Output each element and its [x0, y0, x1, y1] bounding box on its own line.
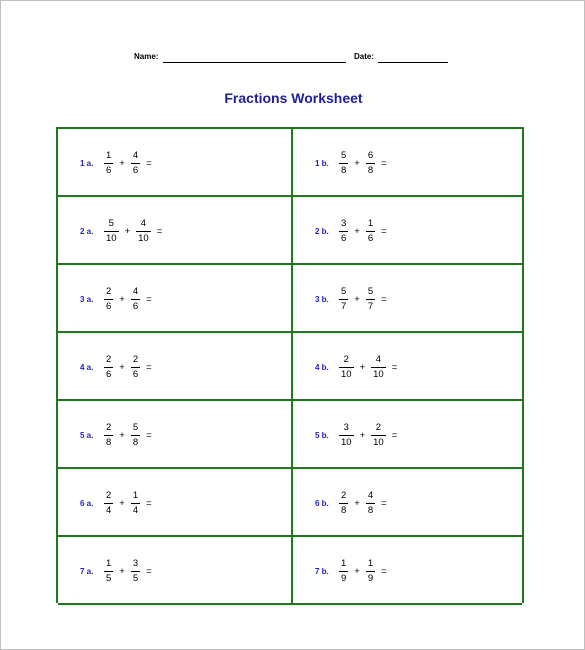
first-fraction	[104, 423, 113, 447]
equals-sign: =	[381, 565, 387, 577]
denominator: 5	[106, 572, 112, 584]
plus-operator: +	[119, 497, 125, 509]
numerator: 3	[132, 558, 139, 569]
numerator: 6	[367, 150, 374, 161]
problem-2b[interactable]	[315, 197, 393, 265]
equals-sign: =	[381, 157, 387, 169]
numerator: 2	[106, 490, 112, 501]
denominator: 6	[132, 368, 139, 380]
denominator: 10	[138, 232, 149, 244]
problem-row	[58, 265, 522, 333]
numerator: 4	[375, 354, 382, 365]
problem-label: 7 b.	[315, 566, 329, 576]
equals-sign: =	[381, 225, 387, 237]
numerator: 5	[132, 422, 139, 433]
second-fraction	[366, 559, 375, 583]
denominator: 6	[132, 164, 139, 176]
equals-sign: =	[146, 361, 152, 373]
problem-label: 1 a.	[80, 158, 94, 168]
numerator: 2	[106, 422, 112, 433]
plus-operator: +	[359, 361, 366, 373]
second-fraction	[366, 491, 375, 515]
denominator: 4	[132, 504, 139, 516]
plus-operator: +	[119, 429, 125, 441]
numerator: 3	[343, 422, 349, 433]
problem-row	[58, 197, 522, 265]
problem-6a[interactable]	[80, 469, 158, 537]
first-fraction	[104, 287, 113, 311]
denominator: 6	[106, 300, 112, 312]
denominator: 8	[367, 504, 374, 516]
denominator: 8	[341, 504, 347, 516]
denominator: 6	[367, 232, 374, 244]
problem-4a[interactable]	[80, 333, 158, 401]
numerator: 1	[132, 490, 139, 501]
second-fraction	[366, 219, 375, 243]
worksheet-title: Fractions Worksheet	[224, 90, 363, 106]
numerator: 4	[132, 286, 139, 297]
problem-7a[interactable]	[80, 537, 158, 605]
denominator: 8	[367, 164, 374, 176]
second-fraction	[366, 287, 375, 311]
denominator: 6	[341, 232, 347, 244]
numerator: 1	[367, 218, 374, 229]
problem-5b[interactable]	[315, 401, 403, 469]
equals-sign: =	[146, 429, 152, 441]
denominator: 10	[373, 436, 384, 448]
denominator: 5	[132, 572, 139, 584]
equals-sign: =	[146, 157, 152, 169]
problem-label: 7 a.	[80, 566, 94, 576]
first-fraction	[339, 355, 354, 379]
first-fraction	[339, 423, 354, 447]
problem-label: 5 a.	[80, 430, 94, 440]
first-fraction	[339, 151, 348, 175]
denominator: 9	[341, 572, 347, 584]
denominator: 8	[341, 164, 347, 176]
plus-operator: +	[119, 361, 125, 373]
plus-operator: +	[359, 429, 366, 441]
first-fraction	[104, 355, 113, 379]
equals-sign: =	[146, 293, 152, 305]
equals-sign: =	[381, 497, 387, 509]
first-fraction	[339, 491, 348, 515]
plus-operator: +	[354, 293, 360, 305]
denominator: 10	[373, 368, 384, 380]
problem-row	[58, 333, 522, 401]
equals-sign: =	[381, 293, 387, 305]
numerator: 2	[343, 354, 349, 365]
plus-operator: +	[354, 497, 360, 509]
second-fraction	[131, 423, 140, 447]
second-fraction	[371, 355, 386, 379]
problem-label: 4 a.	[80, 362, 94, 372]
second-fraction	[131, 355, 140, 379]
numerator: 2	[375, 422, 382, 433]
second-fraction	[366, 151, 375, 175]
numerator: 1	[106, 558, 112, 569]
first-fraction	[104, 151, 113, 175]
problem-1b[interactable]	[315, 129, 393, 197]
problem-row	[58, 129, 522, 197]
denominator: 10	[341, 368, 352, 380]
problem-4b[interactable]	[315, 333, 403, 401]
second-fraction	[131, 559, 140, 583]
equals-sign: =	[156, 225, 163, 237]
problem-6b[interactable]	[315, 469, 393, 537]
problem-3b[interactable]	[315, 265, 393, 333]
numerator: 2	[341, 490, 347, 501]
denominator: 8	[106, 436, 112, 448]
problem-row	[58, 469, 522, 537]
denominator: 6	[106, 368, 112, 380]
first-fraction	[104, 219, 119, 243]
numerator: 5	[367, 286, 374, 297]
problem-3a[interactable]	[80, 265, 158, 333]
plus-operator: +	[354, 157, 360, 169]
problem-5a[interactable]	[80, 401, 158, 469]
problem-label: 6 b.	[315, 498, 329, 508]
numerator: 5	[108, 218, 114, 229]
second-fraction	[131, 151, 140, 175]
numerator: 4	[367, 490, 374, 501]
problems-grid	[56, 127, 524, 603]
problem-label: 1 b.	[315, 158, 329, 168]
problem-label: 2 b.	[315, 226, 329, 236]
second-fraction	[371, 423, 386, 447]
name-field-line[interactable]	[163, 62, 346, 63]
numerator: 4	[140, 218, 147, 229]
first-fraction	[339, 287, 348, 311]
denominator: 10	[106, 232, 117, 244]
denominator: 4	[106, 504, 112, 516]
problem-row	[58, 537, 522, 605]
numerator: 2	[106, 354, 112, 365]
problem-label: 2 a.	[80, 226, 94, 236]
equals-sign: =	[146, 497, 152, 509]
problem-label: 3 a.	[80, 294, 94, 304]
second-fraction	[131, 287, 140, 311]
numerator: 2	[132, 354, 139, 365]
numerator: 1	[106, 150, 112, 161]
equals-sign: =	[391, 361, 398, 373]
plus-operator: +	[354, 565, 360, 577]
second-fraction	[136, 219, 151, 243]
problem-row	[58, 401, 522, 469]
plus-operator: +	[119, 565, 125, 577]
denominator: 7	[341, 300, 347, 312]
problem-1a[interactable]	[80, 129, 158, 197]
first-fraction	[339, 219, 348, 243]
name-label: Name:	[134, 52, 159, 61]
numerator: 1	[367, 558, 374, 569]
problem-7b[interactable]	[315, 537, 393, 605]
denominator: 9	[367, 572, 374, 584]
numerator: 4	[132, 150, 139, 161]
problem-label: 5 b.	[315, 430, 329, 440]
numerator: 2	[106, 286, 112, 297]
equals-sign: =	[146, 565, 152, 577]
plus-operator: +	[124, 225, 131, 237]
denominator: 7	[367, 300, 374, 312]
denominator: 10	[341, 436, 352, 448]
first-fraction	[104, 491, 113, 515]
first-fraction	[339, 559, 348, 583]
date-label: Date:	[354, 52, 375, 61]
numerator: 5	[341, 150, 347, 161]
problem-label: 3 b.	[315, 294, 329, 304]
denominator: 8	[132, 436, 139, 448]
plus-operator: +	[119, 293, 125, 305]
numerator: 5	[341, 286, 347, 297]
problem-label: 4 b.	[315, 362, 329, 372]
date-field-line[interactable]	[378, 62, 448, 63]
numerator: 1	[341, 558, 347, 569]
plus-operator: +	[354, 225, 360, 237]
denominator: 6	[132, 300, 139, 312]
plus-operator: +	[119, 157, 125, 169]
equals-sign: =	[391, 429, 398, 441]
denominator: 6	[106, 164, 112, 176]
numerator: 3	[341, 218, 347, 229]
second-fraction	[131, 491, 140, 515]
first-fraction	[104, 559, 113, 583]
problem-2a[interactable]	[80, 197, 168, 265]
problem-label: 6 a.	[80, 498, 94, 508]
